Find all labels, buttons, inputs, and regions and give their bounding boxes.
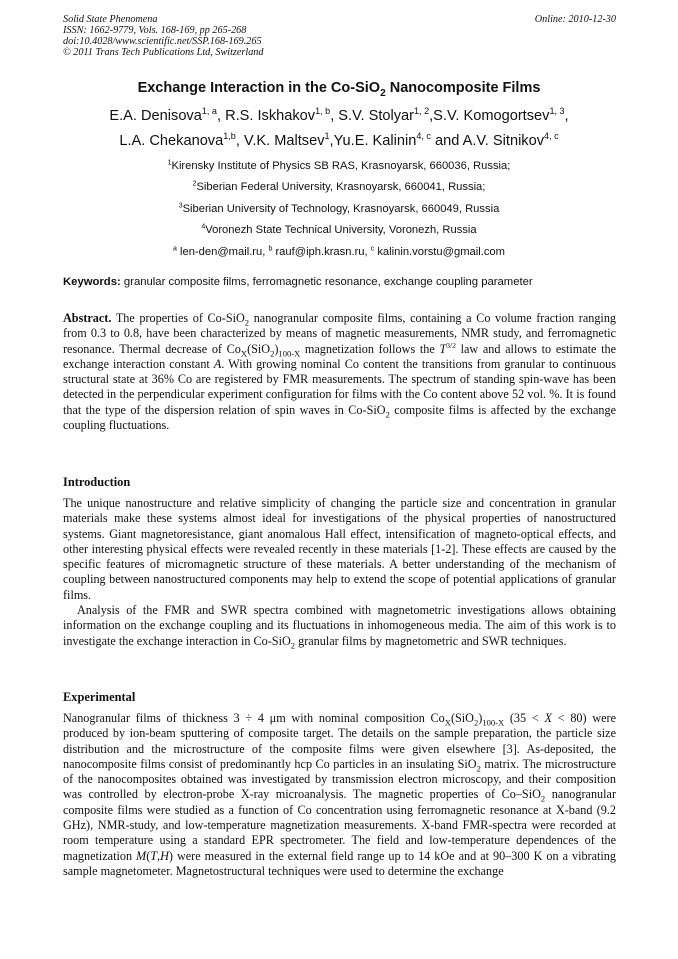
issn-line: ISSN: 1662-9779, Vols. 168-169, pp 265-268 [63,25,247,36]
author: S.V. Stolyar$^{1, 2}$, [338,106,434,124]
journal-name: Solid State Phenomena [63,14,158,25]
experimental-text: Nanogranular films of thickness 3 ÷ 4 μm with nominal composition $Co_X(SiO_2)_{100-X}$ (35 < X < 80) were produced by ion-beam sputtering of composite target. The details on the sample preparation, the particle size distribution and the microstructure of the composite films were given elsewhere [3]. As-deposited, the nanocomposite films consist of predominantly hcp Co particles in an insulating SiO$_2$ matrix. The microstructure of the nanocomposites obtained was investigated by transmission electron microscopy, and their composition was controlled by electron-probe X-ray microanalysis. The magnetic properties of Co–SiO$_2$ nanogranular composite films were studied as a function of Co concentration using ferromagnetic resonance at X-band (9.2 GHz), NMR-study, and low-temperature magnetization measurements. X-band FMR-spectra were recorded at room temperature using a standard EPR spectrometer. The field and low-temperature dependences of the magnetization M(T,H) were measured in the external field range up to 14 kOe and at 90–300 K on a vibrating sample magnetometer. Magnetostructural techniques were used to determine the exchange [63,711,617,878]
author: S.V. Komogortsev$^{1, 3}$, [433,106,569,124]
journal-header [63,14,616,58]
introduction-text [63,496,616,649]
affiliation: $^4$Voronezh State Technical University, Voronezh, Russia [201,223,477,237]
paper-title: Exchange Interaction in the Co-SiO$_2$ Nanocomposite Films [137,80,541,99]
section-heading-experimental: Experimental [63,690,136,704]
affiliation: $^3$Siberian University of Technology, Krasnoyarsk, 660049, Russia [178,202,500,215]
doi-line[interactable]: doi:10.4028/www.scientific.net/SSP.168-169.265 [63,36,262,47]
author: R.S. Iskhakov$^{1, b}$, [225,106,339,124]
affiliation: $^1$Kirensky Institute of Physics SB RAS, Krasnoyarsk, 660036, Russia; [167,159,511,172]
author: Yu.E. Kalinin$^{4, c}$ and [333,131,463,149]
paragraph: The unique nanostructure and relative simplicity of changing the particle size and concentration in granular materials make these systems almost ideal for investigations of the physical properties of nanostructured systems. Giant magnetoresistance, giant anomalous Hall effect, intensification of magneto-optical effects, and other interesting physical effects were revealed recently in these materials [1-2]. These effects are caused by the specific features of micromagnetic structure of these materials. A better understanding of the mechanism of coupling between nanostructured components may help to extend the scope of potential applications of granular films. [63,496,616,602]
author: L.A. Chekanova$^{1,b}$, [119,131,244,149]
author: V.K. Maltsev$^1$, [243,131,334,149]
copyright-line: © 2011 Trans Tech Publications Ltd, Switzerland [63,47,264,58]
section-heading-introduction: Introduction [63,475,131,489]
affiliation-list [30,156,648,263]
author-list [30,104,648,154]
abstract: Abstract. The properties of Co-SiO$_2$ nanogranular composite films, containing a Co volume fraction ranging from 0.3 to 0.8, have been characterized by means of magnetic measurements, NMR study, and ferromagnetic resonance. Thermal decrease of $Co_X(SiO_2)_{100-X}$ magnetization follows the $T^{3/2}$ law and allows to estimate the exchange interaction constant A. With growing nominal Co content the transitions from granular to continuous structural state at 36% Co are registered by FMR measurements. The spectrum of standing spin-wave has been detected in the perpendicular experiment configuration for films with the Co content above 52 vol. %. It is found that the type of the dispersion relation of spin waves in Co-SiO$_2$ composite films is affected by the exchange coupling fluctuations. [63,311,617,433]
affiliation: $^2$Siberian Federal University, Krasnoyarsk, 660041, Russia; [192,180,486,194]
online-date: Online: 2010-12-30 [534,14,616,25]
author: E.A. Denisova$^{1, a}$, [109,106,226,124]
author: A.V. Sitnikov$^{4, c}$ [462,131,559,149]
email-line[interactable]: $^a$ len-den@mail.ru, $^b$ rauf@iph.krasn.ru, $^c$ kalinin.vorstu@gmail.com [173,244,505,258]
paragraph: Analysis of the FMR and SWR spectra combined with magnetometric investigations allows obtaining information on the exchange coupling and its fluctuations in inhomogeneous media. The aim of this work is to investigate the exchange interaction in Co-SiO$_2$ granular films by magnetometric and SWR techniques. [63,603,616,651]
keywords: Keywords: granular composite films, ferromagnetic resonance, exchange coupling parameter [63,276,533,288]
